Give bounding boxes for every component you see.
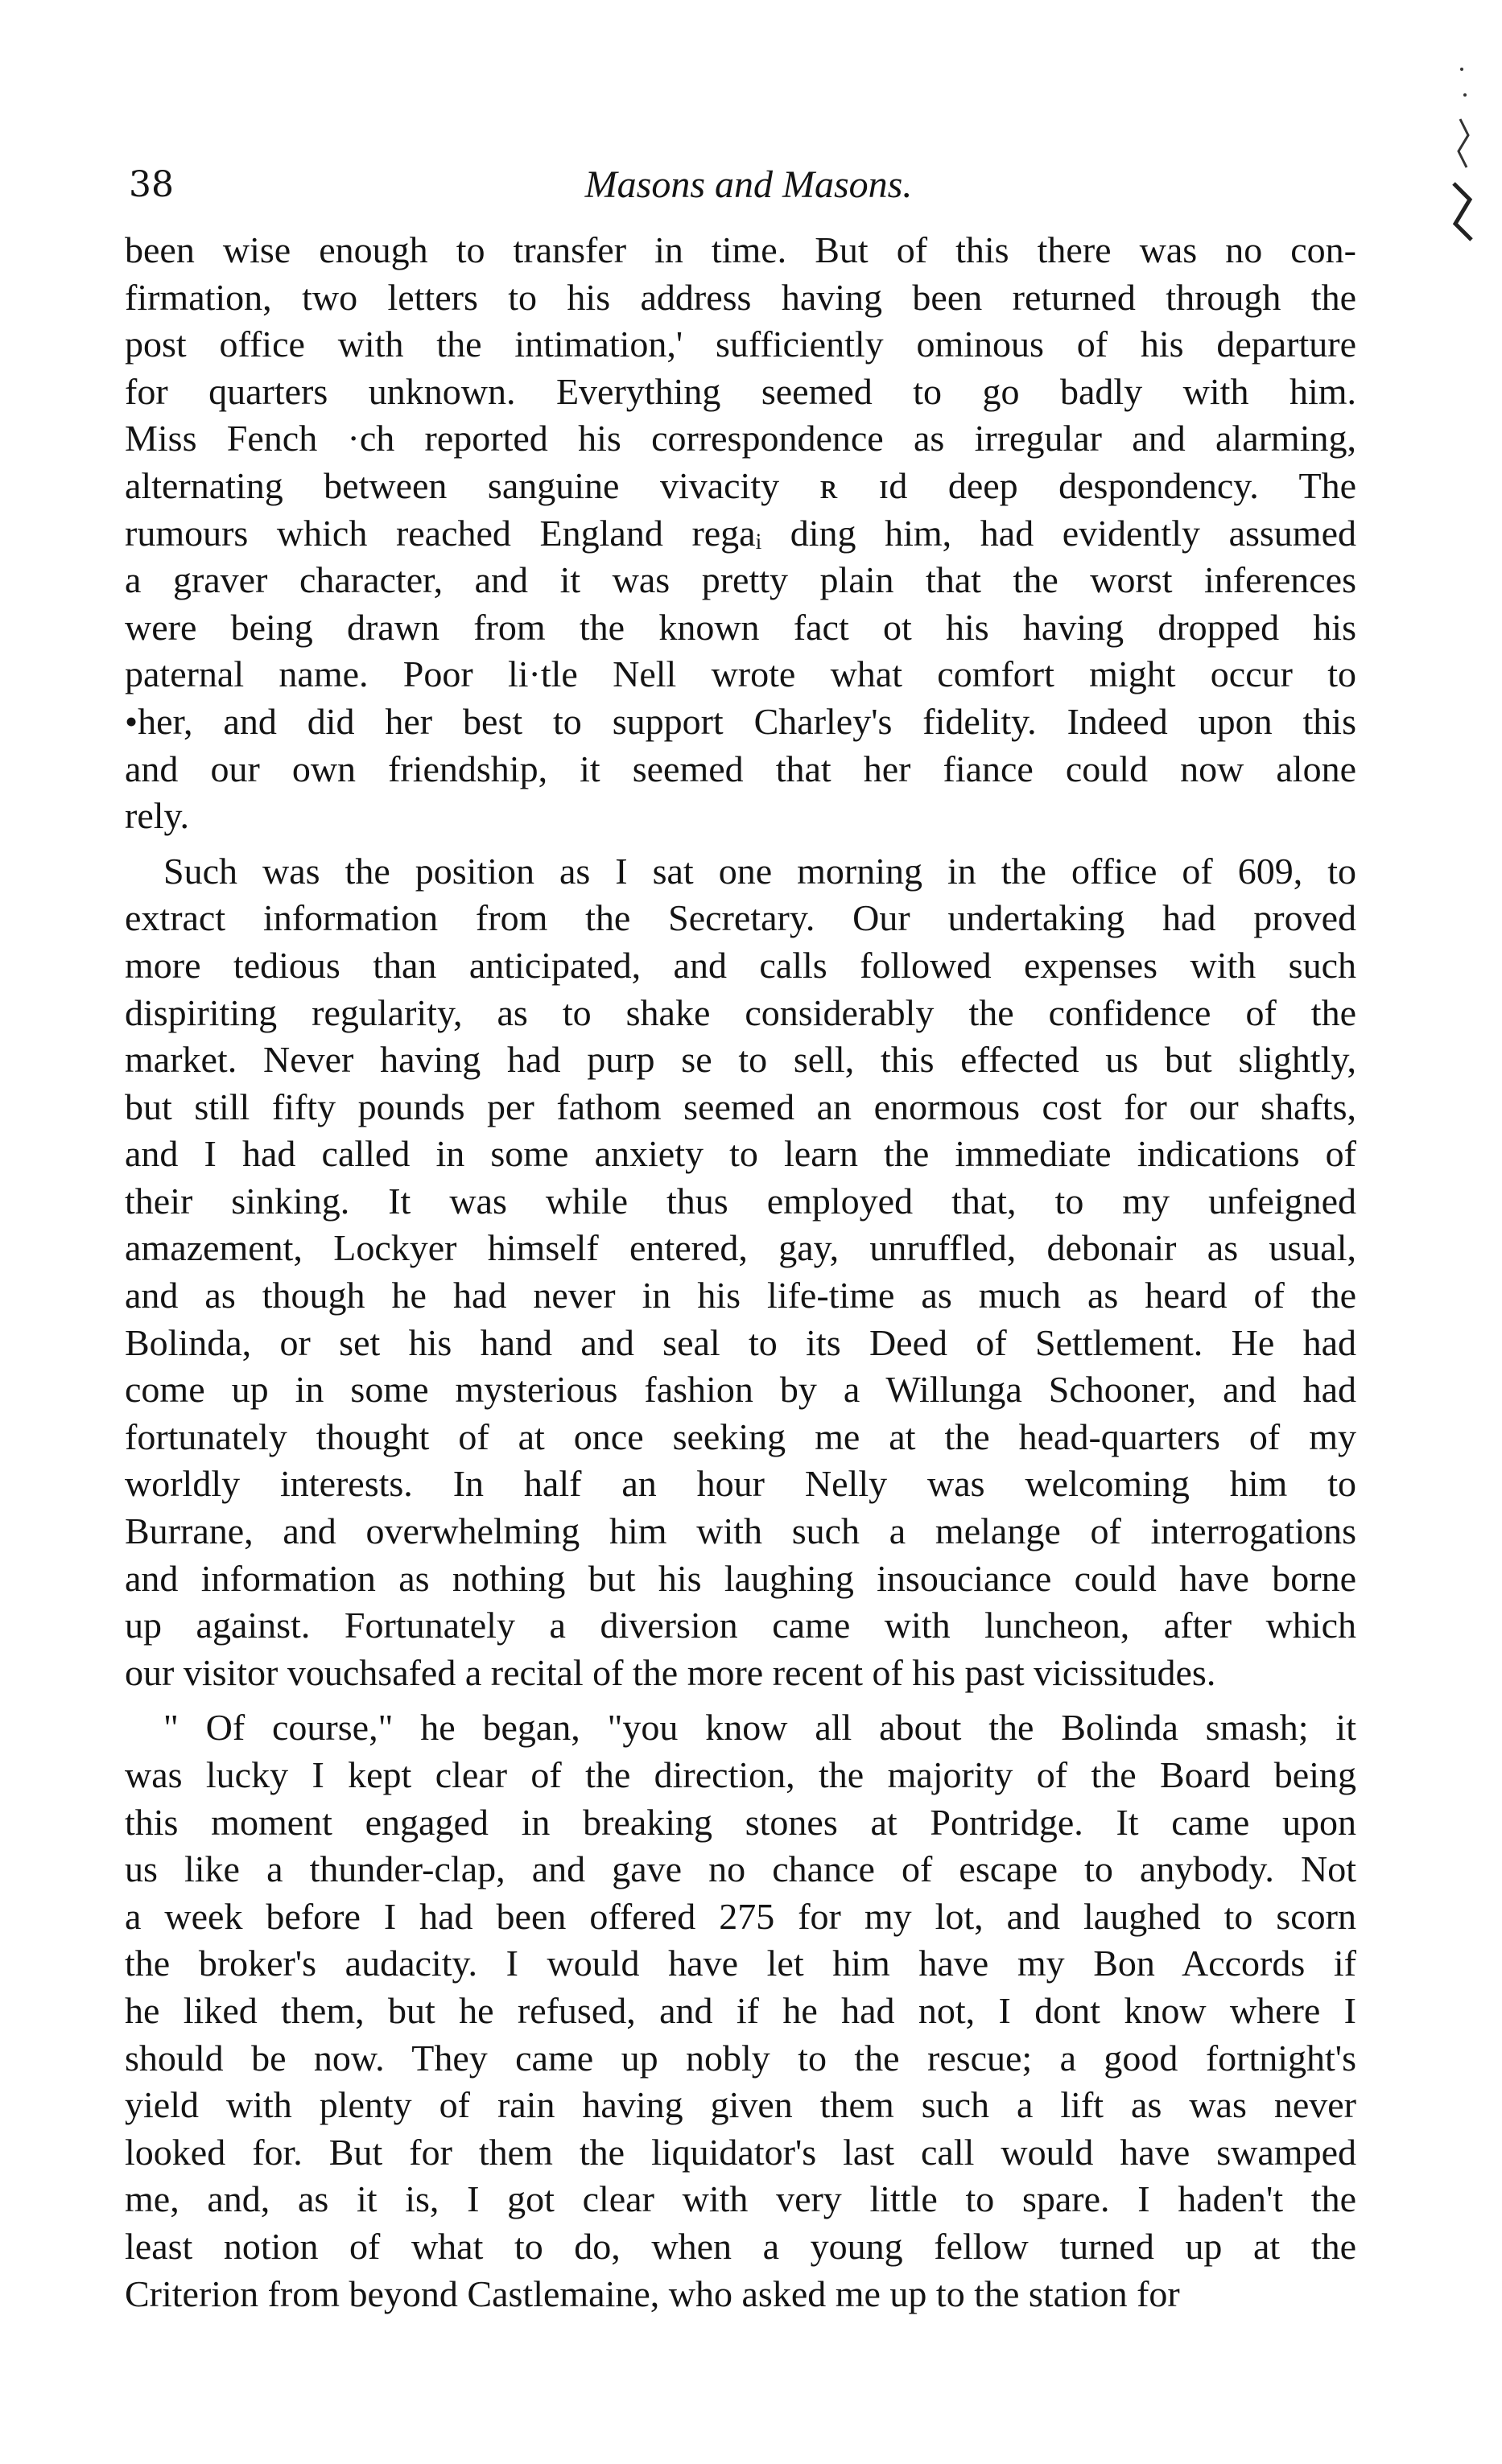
- text-line: their sinking. It was while thus employed that, to my unfeigned: [125, 1180, 1356, 1222]
- text-line: rumours which reached England regaᵢ ding him, had evidently assumed: [125, 512, 1356, 554]
- text-line: a graver character, and it was pretty plain that the worst inferences: [125, 559, 1356, 601]
- text-line: dispiriting regularity, as to shake considerably the confidence of the: [125, 991, 1356, 1033]
- text-line: Such was the position as I sat one morning in the office of 609, to: [163, 850, 1356, 892]
- text-line: come up in some mysterious fashion by a Willunga Schooner, and had: [125, 1369, 1356, 1411]
- text-line: Burrane, and overwhelming him with such a melange of interrogations: [125, 1510, 1356, 1552]
- text-line: our visitor vouchsafed a recital of the more recent of his past vicissitudes.: [125, 1651, 1216, 1693]
- text-line: were being drawn from the known fact ot his having dropped his: [125, 606, 1356, 648]
- text-line: •her, and did her best to support Charley's fidelity. Indeed upon this: [125, 700, 1356, 742]
- paragraph-gap: [125, 1696, 1356, 1704]
- text-line: but still fifty pounds per fathom seemed an enormous cost for our shafts,: [125, 1086, 1356, 1127]
- text-line: market. Never having had purp se to sell, this effected us but slightly,: [125, 1039, 1356, 1081]
- text-line: Criterion from beyond Castlemaine, who asked me up to the station for: [125, 2272, 1180, 2314]
- text-line: for quarters unknown. Everything seemed to go badly with him.: [125, 370, 1356, 412]
- running-title: Masons and Masons.: [584, 163, 913, 206]
- text-line: up against. Fortunately a diversion came with luncheon, after which: [125, 1605, 1356, 1646]
- text-line: this moment engaged in breaking stones at Pontridge. It came upon: [125, 1801, 1356, 1843]
- paragraph: [125, 848, 1356, 1697]
- text-line: rely.: [125, 795, 190, 837]
- text-line: " Of course," he began, "you know all about the Bolinda smash; it: [163, 1707, 1356, 1749]
- paragraph-gap: [125, 840, 1356, 848]
- text-line: least notion of what to do, when a young fellow turned up at the: [125, 2225, 1356, 2267]
- text-line: and information as nothing but his laughing insouciance could have borne: [125, 1557, 1356, 1599]
- text-line: and as though he had never in his life-time as much as heard of the: [125, 1275, 1356, 1316]
- text-line: alternating between sanguine vivacity ʀ ɪd deep despondency. The: [125, 464, 1356, 506]
- text-line: Miss Fench ·ch reported his correspondence as irregular and alarming,: [125, 418, 1356, 459]
- ink-smudge-mark: [1446, 63, 1478, 248]
- text-line: paternal name. Poor li·tle Nell wrote what comfort might occur to: [125, 653, 1356, 695]
- text-line: yield with plenty of rain having given them such a lift as was never: [125, 2084, 1356, 2126]
- text-line: worldly interests. In half an hour Nelly was welcoming him to: [125, 1463, 1356, 1505]
- text-line: a week before I had been offered 275 for my lot, and laughed to scorn: [125, 1895, 1356, 1937]
- paragraph: [125, 227, 1356, 840]
- text-line: fortunately thought of at once seeking me at the head-quarters of my: [125, 1415, 1356, 1457]
- page-number: 38: [129, 164, 174, 205]
- text-line: us like a thunder-clap, and gave no chance of escape to anybody. Not: [125, 1848, 1356, 1890]
- text-line: and I had called in some anxiety to learn the immediate indications of: [125, 1133, 1356, 1175]
- text-line: and our own friendship, it seemed that her fiance could now alone: [125, 748, 1356, 789]
- text-line: should be now. They came up nobly to the rescue; a good fortnight's: [125, 2037, 1356, 2079]
- text-line: Bolinda, or set his hand and seal to its Deed of Settlement. He had: [125, 1321, 1356, 1363]
- text-line: been wise enough to transfer in time. But of this there was no con-: [125, 229, 1356, 270]
- text-line: me, and, as it is, I got clear with very little to spare. I haden't the: [125, 2178, 1356, 2220]
- body-text: [125, 227, 1356, 2318]
- text-line: the broker's audacity. I would have let him have my Bon Accords if: [125, 1943, 1356, 1984]
- text-line: looked for. But for them the liquidator's last call would have swamped: [125, 2131, 1356, 2173]
- text-line: was lucky I kept clear of the direction, the majority of the Board being: [125, 1754, 1356, 1795]
- text-line: more tedious than anticipated, and calls followed expenses with such: [125, 944, 1356, 986]
- text-line: post office with the intimation,' sufficiently ominous of his departure: [125, 323, 1356, 365]
- page-header: [129, 161, 1368, 217]
- text-line: amazement, Lockyer himself entered, gay, unruffled, debonair as usual,: [125, 1227, 1356, 1269]
- text-line: he liked them, but he refused, and if he had not, I dont know where I: [125, 1989, 1356, 2031]
- paragraph: [125, 1704, 1356, 2318]
- text-line: extract information from the Secretary. Our undertaking had proved: [125, 897, 1356, 939]
- text-line: firmation, two letters to his address having been returned through the: [125, 276, 1356, 318]
